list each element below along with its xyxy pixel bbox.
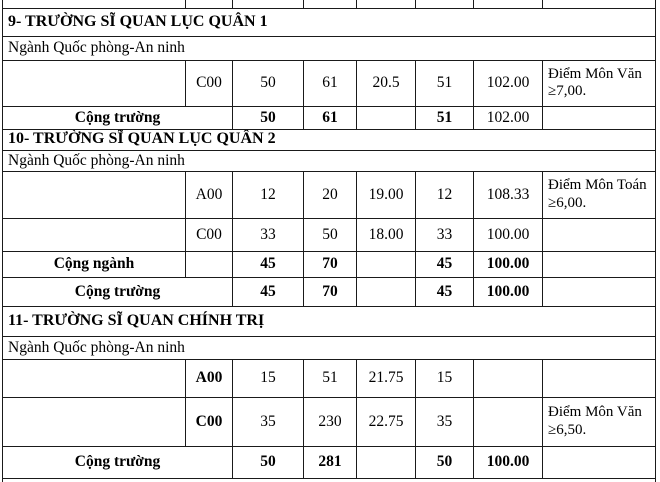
registered-cell: 230 [304,397,357,446]
admitted-cell: 51 [416,60,474,106]
benchmark-cell: 20.5 [357,60,416,106]
benchmark-cell: 21.75 [357,359,416,397]
note-cell [543,106,656,129]
note-cell [543,277,656,306]
major-label: Ngành Quốc phòng-An ninh [3,150,656,171]
percent-cell [474,397,543,446]
note-cell [543,446,656,478]
name-cell [3,359,186,397]
sliver-cell [543,0,656,8]
sliver-cell [233,0,304,8]
quota-cell: 12 [233,171,304,218]
section-title: 9- TRƯỜNG SĨ QUAN LỤC QUÂN 1 [3,8,656,36]
section-10-major-row [3,150,656,171]
admitted-cell: 15 [416,359,474,397]
section-title: 10- TRƯỜNG SĨ QUAN LỤC QUÂN 2 [3,129,656,150]
summary-label-cell: Cộng ngành [3,251,186,277]
sliver-cell [416,0,474,8]
next-row-sliver [3,478,656,482]
section-10-data-row [3,171,656,218]
admitted-cell: 35 [416,397,474,446]
sliver-cell [304,0,357,8]
previous-row-sliver [3,0,656,8]
admission-table [2,0,656,482]
admitted-cell: 12 [416,171,474,218]
percent-cell: 102.00 [474,106,543,129]
code-cell [186,251,233,277]
section-10-title-row [3,129,656,150]
sliver-cell [357,0,416,8]
registered-cell: 70 [304,251,357,277]
percent-cell: 102.00 [474,60,543,106]
sliver-cell [474,0,543,8]
quota-cell: 50 [233,60,304,106]
note-cell: Điểm Môn Văn ≥6,50. [543,397,656,446]
registered-cell: 281 [304,446,357,478]
code-cell: A00 [186,171,233,218]
sliver-cell [3,478,656,482]
note-cell [543,359,656,397]
name-cell [3,218,186,251]
registered-cell: 20 [304,171,357,218]
section-11-data-row [3,359,656,397]
section-10-school-total-row [3,277,656,306]
summary-label-cell: Cộng trường [3,446,233,478]
name-cell [3,60,186,106]
percent-cell: 108.33 [474,171,543,218]
benchmark-cell: 22.75 [357,397,416,446]
admitted-cell: 50 [416,446,474,478]
section-9-title-row [3,8,656,36]
summary-label-cell: Cộng trường [3,277,233,306]
benchmark-cell [357,106,416,129]
note-cell [543,218,656,251]
code-cell: A00 [186,359,233,397]
admitted-cell: 33 [416,218,474,251]
benchmark-cell: 18.00 [357,218,416,251]
percent-cell: 100.00 [474,446,543,478]
quota-cell: 45 [233,251,304,277]
registered-cell: 50 [304,218,357,251]
percent-cell: 100.00 [474,218,543,251]
code-cell: C00 [186,60,233,106]
registered-cell: 61 [304,106,357,129]
percent-cell: 100.00 [474,277,543,306]
quota-cell: 15 [233,359,304,397]
name-cell [3,171,186,218]
section-11-major-row [3,336,656,359]
name-cell [3,397,186,446]
admitted-cell: 51 [416,106,474,129]
section-10-major-total-row [3,251,656,277]
major-label: Ngành Quốc phòng-An ninh [3,336,656,359]
benchmark-cell [357,277,416,306]
admitted-cell: 45 [416,251,474,277]
quota-cell: 45 [233,277,304,306]
note-cell [543,251,656,277]
section-9-data-row [3,60,656,106]
percent-cell [474,359,543,397]
benchmark-cell: 19.00 [357,171,416,218]
code-cell: C00 [186,218,233,251]
registered-cell: 61 [304,60,357,106]
quota-cell: 50 [233,106,304,129]
sliver-cell [3,0,186,8]
benchmark-cell [357,446,416,478]
quota-cell: 50 [233,446,304,478]
section-11-title-row [3,306,656,336]
note-cell: Điểm Môn Toán ≥6,00. [543,171,656,218]
section-9-major-row [3,36,656,60]
code-cell: C00 [186,397,233,446]
section-9-school-total-row [3,106,656,129]
summary-label-cell: Cộng trường [3,106,233,129]
section-10-data-row [3,218,656,251]
quota-cell: 35 [233,397,304,446]
benchmark-cell [357,251,416,277]
admitted-cell: 45 [416,277,474,306]
note-cell: Điểm Môn Văn ≥7,00. [543,60,656,106]
major-label: Ngành Quốc phòng-An ninh [3,36,656,60]
quota-cell: 33 [233,218,304,251]
registered-cell: 51 [304,359,357,397]
section-11-school-total-row [3,446,656,478]
section-11-data-row [3,397,656,446]
sliver-cell [186,0,233,8]
percent-cell: 100.00 [474,251,543,277]
registered-cell: 70 [304,277,357,306]
section-title: 11- TRƯỜNG SĨ QUAN CHÍNH TRỊ [3,306,656,336]
